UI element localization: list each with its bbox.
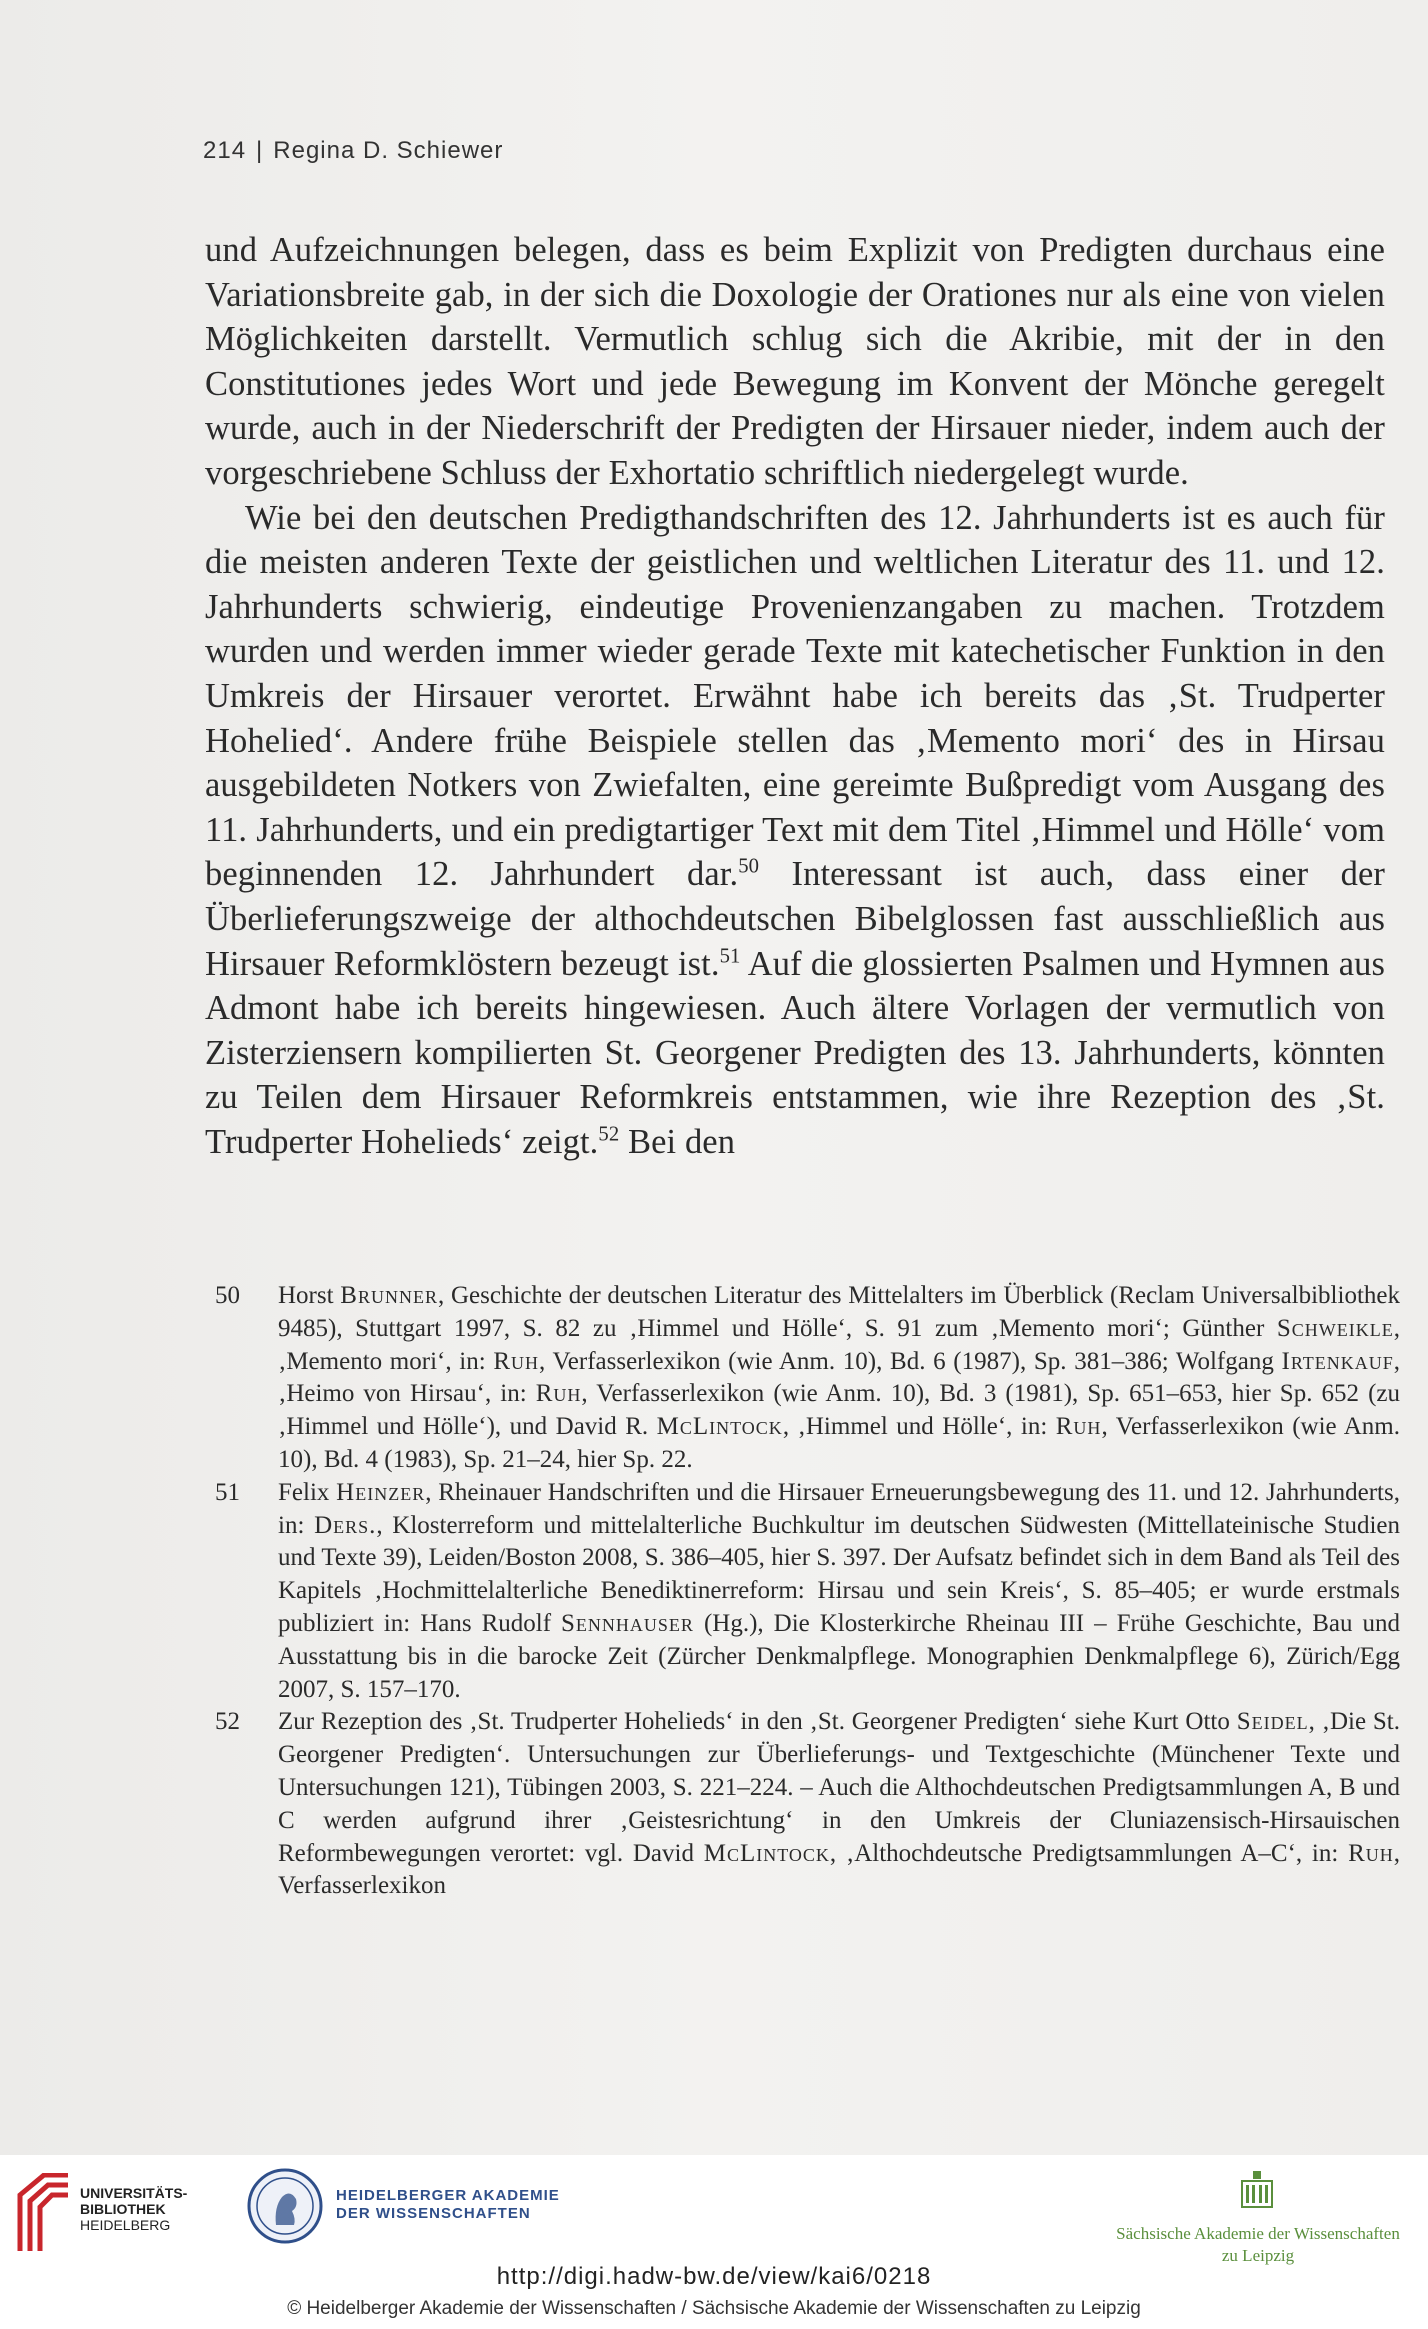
- footnote-text: , ‚Memento mori‘, in:: [278, 1314, 1400, 1375]
- author-smallcaps: McLintock: [703, 1839, 830, 1867]
- footnote-text: Felix: [278, 1478, 337, 1506]
- footnote-text: , ‚Althochdeutsche Predigtsammlungen A–C‘, in:: [829, 1839, 1349, 1867]
- university-library-name[interactable]: [80, 2185, 187, 2233]
- author-name: Regina D. Schiewer: [273, 137, 504, 164]
- author-smallcaps: Schweikle: [1276, 1314, 1394, 1342]
- footnote-51: [215, 1477, 1400, 1707]
- author-smallcaps: Seidel: [1236, 1708, 1309, 1736]
- footnote-text: , Verfasserlexikon (wie Anm. 10), Bd. 6 (1987), Sp. 381–386; Wolfgang: [539, 1347, 1282, 1375]
- paragraph-2-part-b: Interessant ist auch, dass einer der Überlieferungszweige der althochdeutschen Bibelglossen fast ausschließlich aus Hirsauer Reformklöstern bezeugt ist.: [205, 855, 1385, 983]
- ub-line-2: BIBLIOTHEK: [80, 2201, 166, 2217]
- paragraph-2-part-d: Bei den: [619, 1122, 736, 1161]
- footnote-text: Horst: [278, 1282, 341, 1309]
- academy-seal-icon[interactable]: [246, 2167, 324, 2245]
- footnote-ref-50[interactable]: 50: [738, 855, 760, 878]
- footnote-text: , Geschichte der deutschen Literatur des Mittelalters im Überblick (Reclam Universalbibliothek 9485), Stuttgart 1997, S. 82 zu ‚Himmel und Hölle‘, S. 91 zum ‚Memento mori‘; Günther: [278, 1282, 1400, 1342]
- ub-line-1: UNIVERSITÄTS-: [80, 2185, 188, 2201]
- paragraph-2-part-c: Auf die glossierten Psalmen und Hymnen aus Admont habe ich bereits hingewiesen. Auch ältere Vorlagen der vermutlich von Zisterziensern kompilierten St. Georgener Predigten des 13. Jahrhunderts, könnten zu Teilen dem Hirsauer Reformkreis entstammen, wie ihre Rezeption des ‚St. Trudperter Hohelieds‘ zeigt.: [205, 944, 1385, 1161]
- header-separator: |: [256, 137, 264, 164]
- hadw-line-1: HEIDELBERGER AKADEMIE: [336, 2187, 560, 2204]
- paragraph-1: und Aufzeichnungen belegen, dass es beim Explizit von Predigten durchaus eine Variationsbreite gab, in der sich die Doxologie der Orationes nur als eine von vielen Möglichkeiten darstellt. Vermutlich schlug sich die Akribie, mit der in den Constitutiones jedes Wort und jede Bewegung im Konvent der Mönche geregelt wurde, auch in der Niederschrift der Predigten der Hirsauer nieder, indem auch der vorgeschriebene Schluss der Exhortatio schriftlich niedergelegt wurde.: [205, 231, 1385, 492]
- permalink-url[interactable]: http://digi.hadw-bw.de/view/kai6/0218: [496, 2263, 932, 2290]
- author-smallcaps: Heinzer: [336, 1478, 426, 1506]
- paragraph-2: [205, 496, 1385, 1165]
- main-text: [205, 228, 1385, 1164]
- page-number: 214: [203, 137, 247, 164]
- saxon-academy-building-icon[interactable]: [1240, 2169, 1274, 2209]
- paragraph-2-part-a: Wie bei den deutschen Predigthandschriften des 12. Jahrhunderts ist es auch für die meisten anderen Texte der geistlichen und weltlichen Literatur des 11. und 12. Jahrhunderts schwierig, eindeutige Provenienzangaben zu machen. Trotzdem wurden und werden immer wieder gerade Texte mit katechetischer Funktion in den Umkreis der Hirsauer verortet. Erwähnt habe ich bereits das ‚St. Trudperter Hohelied‘. Andere frühe Beispiele stellen das ‚Memento mori‘ des in Hirsau ausgebildeten Notkers von Zwiefalten, eine gereimte Bußpredigt vom Ausgang des 11. Jahrhunderts, und ein predigtartiger Text mit dem Titel ‚Himmel und Hölle‘ vom beginnenden 12. Jahrhundert dar.: [205, 498, 1385, 894]
- hadw-line-2: DER WISSENSCHAFTEN: [336, 2205, 531, 2222]
- footnote-text: , ‚Heimo von Hirsau‘, in:: [278, 1347, 1401, 1408]
- footnote-text: (Hg.), Die Klosterkirche Rheinau III – Frühe Geschichte, Bau und Ausstattung bis in die barocke Zeit (Zürcher Denkmalpflege. Monographien Denkmalpflege 6), Zürich/Egg 2007, S. 157–170.: [278, 1609, 1400, 1703]
- author-smallcaps: McLintock: [656, 1413, 783, 1441]
- footnote-50: [215, 1280, 1400, 1477]
- footnote-text: , Klosterreform und mittelalterliche Buchkultur im deutschen Südwesten (Mittellateinische Studien und Texte 39), Leiden/Boston 2008, S. 386–405, hier S. 397. Der Aufsatz befindet sich in dem Band als Teil des Kapitels ‚Hochmittelalterliche Benediktinerreform: Hirsau und sein Kreis‘, S. 85–405; er wurde erstmals publiziert in: Hans Rudolf: [278, 1511, 1400, 1637]
- footnote-text: , Verfasserlexikon (wie Anm. 10), Bd. 4 (1983), Sp. 21–24, hier Sp. 22.: [278, 1413, 1400, 1473]
- author-smallcaps: Ders.: [314, 1511, 377, 1539]
- author-smallcaps: Ruh: [493, 1347, 540, 1375]
- running-head: [203, 137, 503, 165]
- footnote-ref-51[interactable]: 51: [719, 945, 741, 967]
- saw-line-2: zu Leipzig: [1221, 2246, 1295, 2265]
- footnotes: [215, 1280, 1400, 1903]
- footnote-number: 51: [215, 1478, 240, 1506]
- heidelberg-academy-name[interactable]: [336, 2187, 560, 2223]
- footnote-text: , Verfasserlexikon: [278, 1839, 1401, 1900]
- author-smallcaps: Brunner: [340, 1282, 438, 1309]
- author-smallcaps: Ruh: [1348, 1839, 1394, 1867]
- author-smallcaps: Irtenkauf: [1281, 1347, 1394, 1375]
- footnote-52: [215, 1706, 1400, 1903]
- copyright-notice: © Heidelberger Akademie der Wissenschaften / Sächsische Akademie der Wissenschaften zu Leipzig: [287, 2298, 1141, 2319]
- footnote-number: 50: [215, 1282, 240, 1309]
- footnote-text: Zur Rezeption des ‚St. Trudperter Hohelieds‘ in den ‚St. Georgener Predigten‘ siehe Kurt Otto: [278, 1708, 1237, 1736]
- viewer-footer: [0, 2155, 1428, 2329]
- footnote-text: , Verfasserlexikon (wie Anm. 10), Bd. 3 (1981), Sp. 651–653, hier Sp. 652 (zu ‚Himmel und Hölle‘), und David R.: [278, 1380, 1400, 1441]
- author-smallcaps: Sennhauser: [561, 1609, 694, 1637]
- saxon-academy-name[interactable]: [1108, 2223, 1408, 2267]
- university-library-logo-icon[interactable]: [14, 2173, 72, 2253]
- author-smallcaps: Ruh: [1055, 1413, 1102, 1441]
- footnote-text: , ‚Himmel und Hölle‘, in:: [782, 1413, 1056, 1441]
- footnote-text: , Rheinauer Handschriften und die Hirsauer Erneuerungsbewegung des 11. und 12. Jahrhunderts, in:: [278, 1478, 1400, 1539]
- saw-line-1: Sächsische Akademie der Wissenschaften: [1116, 2224, 1400, 2243]
- footnote-number: 52: [215, 1708, 240, 1736]
- footnote-ref-52[interactable]: 52: [598, 1123, 620, 1146]
- footnote-text: , ‚Die St. Georgener Predigten‘. Untersuchungen zur Überlieferungs- und Textgeschichte (Münchener Texte und Untersuchungen 121), Tübingen 2003, S. 221–224. – Auch die Althochdeutschen Predigtsammlungen A, B und C werden aufgrund ihrer ‚Geistesrichtung‘ in den Umkreis der Cluniazensisch-Hirsauischen Reformbewegungen verortet: vgl. David: [278, 1708, 1401, 1867]
- ub-line-3: HEIDELBERG: [80, 2217, 171, 2233]
- author-smallcaps: Ruh: [535, 1380, 582, 1408]
